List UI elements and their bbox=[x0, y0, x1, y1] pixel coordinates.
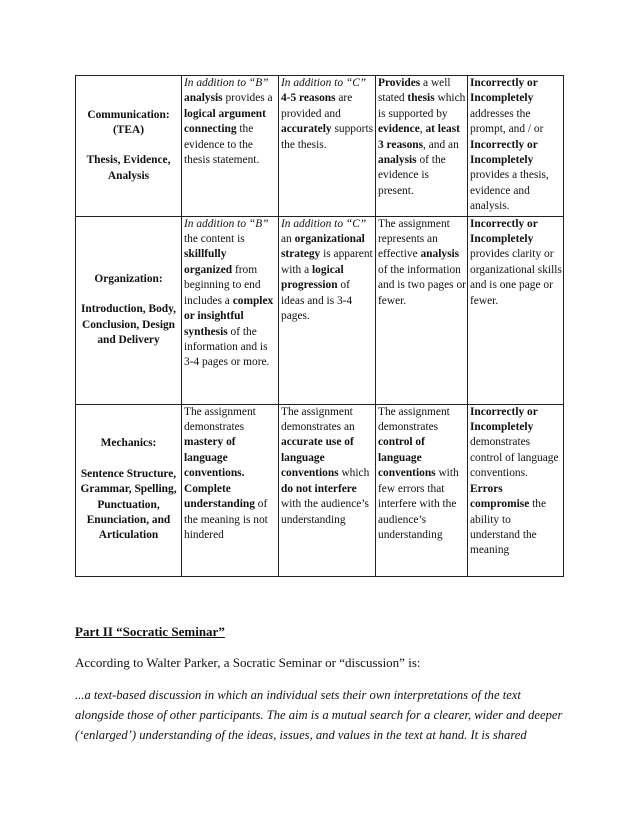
criterion-line bbox=[76, 138, 181, 153]
criterion-line: Sentence Structure, bbox=[80, 467, 177, 480]
level-a-cell bbox=[182, 76, 279, 217]
intro-paragraph: According to Walter Parker, a Socratic Seminar or “discussion” is: bbox=[75, 655, 421, 670]
cell-text: The assignment represents an effective bbox=[378, 217, 450, 261]
cell-text: Incorrectly or Incompletely bbox=[470, 138, 538, 167]
quote-line: ...a text-based discussion in which an individual sets their own interpretations of the text bbox=[75, 688, 521, 702]
criterion-cell bbox=[76, 216, 182, 404]
cell-text: , and an bbox=[423, 138, 459, 151]
quote-block bbox=[75, 685, 565, 745]
level-c-cell bbox=[376, 76, 468, 217]
cell-text: Incorrectly or Incompletely bbox=[470, 77, 538, 105]
cell-text: which is supported by bbox=[378, 92, 466, 120]
cell-text: do not interfere bbox=[281, 482, 357, 495]
cell-text: the ability to understand the meaning bbox=[470, 498, 547, 557]
cell-text: the content is bbox=[184, 233, 245, 246]
rubric-table bbox=[75, 75, 564, 577]
cell-text: analysis bbox=[184, 92, 223, 105]
cell-text: In addition to “B” bbox=[184, 77, 269, 89]
criterion-line: Communication: bbox=[87, 108, 170, 121]
cell-text: provides a thesis, evidence and analysis. bbox=[470, 169, 549, 213]
criterion-line: and Delivery bbox=[97, 334, 160, 347]
cell-text: with the audience’s understanding bbox=[281, 498, 369, 526]
cell-text: complex or insightful synthesis bbox=[184, 294, 274, 338]
criterion-line bbox=[76, 287, 181, 302]
criterion-line bbox=[76, 452, 181, 467]
cell-text: demonstrates control of language conventions. bbox=[470, 436, 559, 480]
cell-text: Incorrectly or Incompletely bbox=[470, 217, 538, 246]
criterion-line: Punctuation, bbox=[97, 498, 160, 511]
cell-text: Incorrectly or Incompletely bbox=[470, 405, 538, 434]
cell-text: control of language conventions bbox=[378, 436, 436, 480]
criterion-line: Thesis, Evidence, bbox=[86, 154, 171, 167]
rubric-row-communication bbox=[76, 76, 564, 217]
cell-text: an bbox=[281, 233, 295, 246]
cell-text: evidence bbox=[378, 123, 420, 136]
cell-text: The assignment demonstrates bbox=[378, 405, 450, 434]
rubric-row-mechanics bbox=[76, 404, 564, 576]
cell-text: accurately bbox=[281, 123, 332, 136]
level-c-cell bbox=[376, 404, 468, 576]
cell-text: logical progression bbox=[281, 263, 344, 292]
cell-text: mastery of language conventions. Complete understanding bbox=[184, 436, 255, 511]
cell-text: of the information and is 3-4 pages or more. bbox=[184, 325, 270, 369]
level-a-cell bbox=[182, 216, 279, 404]
criterion-line: Conclusion, Design bbox=[81, 318, 176, 331]
cell-text: organizational strategy bbox=[281, 233, 365, 261]
level-d-cell bbox=[468, 216, 564, 404]
cell-text: the evidence to the thesis statement. bbox=[184, 123, 260, 167]
criterion-cell bbox=[76, 76, 182, 217]
level-a-cell bbox=[182, 404, 279, 576]
criterion-cell bbox=[76, 404, 182, 576]
cell-text: The assignment demonstrates an bbox=[281, 405, 355, 434]
cell-text: 4-5 reasons bbox=[281, 92, 336, 105]
cell-text: of the evidence is present. bbox=[378, 154, 446, 197]
level-b-cell bbox=[279, 216, 376, 404]
cell-text: analysis bbox=[378, 154, 417, 167]
criterion-line: Grammar, Spelling, bbox=[80, 483, 177, 496]
cell-text: a well stated bbox=[378, 77, 451, 105]
cell-text: addresses the prompt, and / or bbox=[470, 107, 544, 136]
cell-text: In addition to “B” bbox=[184, 217, 269, 230]
cell-text: Errors compromise bbox=[470, 482, 530, 511]
cell-text: , bbox=[419, 123, 426, 136]
cell-text: is apparent with a bbox=[281, 248, 373, 276]
criterion-line: Analysis bbox=[107, 169, 150, 182]
cell-text: which bbox=[338, 467, 370, 480]
cell-text: skillfully organized bbox=[184, 248, 233, 276]
cell-text: at least 3 reasons bbox=[378, 123, 460, 151]
level-d-cell bbox=[468, 76, 564, 217]
cell-text: accurate use of language conventions bbox=[281, 436, 354, 480]
quote-line: (‘enlarged’) understanding of the ideas, issues, and values in the text at hand. It is shared bbox=[75, 728, 527, 742]
cell-text: In addition to “C” bbox=[281, 217, 367, 230]
cell-text: In addition to “C” bbox=[281, 77, 367, 89]
criterion-line: Enunciation, and bbox=[86, 514, 171, 527]
criterion-line: Organization: bbox=[94, 272, 163, 285]
cell-text: of the information and is two pages or fewer. bbox=[378, 263, 466, 307]
cell-text: logical argument connecting bbox=[184, 107, 266, 136]
rubric-row-organization bbox=[76, 216, 564, 404]
cell-text: analysis bbox=[420, 248, 460, 261]
cell-text: provides clarity or organizational skills and is one page or fewer. bbox=[470, 248, 562, 307]
quote-line: alongside those of other participants. The aim is a mutual search for a clearer, wider and deeper bbox=[75, 708, 563, 722]
cell-text: thesis bbox=[407, 92, 435, 105]
cell-text: provides a bbox=[222, 92, 273, 105]
criterion-line: Introduction, Body, bbox=[80, 303, 177, 316]
cell-text: of the meaning is not hindered bbox=[184, 498, 268, 541]
cell-text: The assignment demonstrates bbox=[184, 405, 256, 434]
level-c-cell bbox=[376, 216, 468, 404]
cell-text: from beginning to end includes a bbox=[184, 263, 261, 307]
cell-text: Provides bbox=[378, 77, 421, 89]
criterion-line: (TEA) bbox=[112, 123, 144, 136]
cell-text: of ideas and is 3-4 pages. bbox=[281, 279, 353, 323]
level-b-cell bbox=[279, 76, 376, 217]
cell-text: with few errors that interfere with the audience’s understanding bbox=[378, 467, 459, 541]
level-b-cell bbox=[279, 404, 376, 576]
cell-text: supports the thesis. bbox=[281, 123, 374, 151]
cell-text: are provided and bbox=[281, 92, 353, 120]
criterion-line: Articulation bbox=[98, 529, 159, 542]
section-heading: Part II “Socratic Seminar” bbox=[75, 624, 225, 639]
level-d-cell bbox=[468, 404, 564, 576]
criterion-line: Mechanics: bbox=[100, 437, 157, 450]
